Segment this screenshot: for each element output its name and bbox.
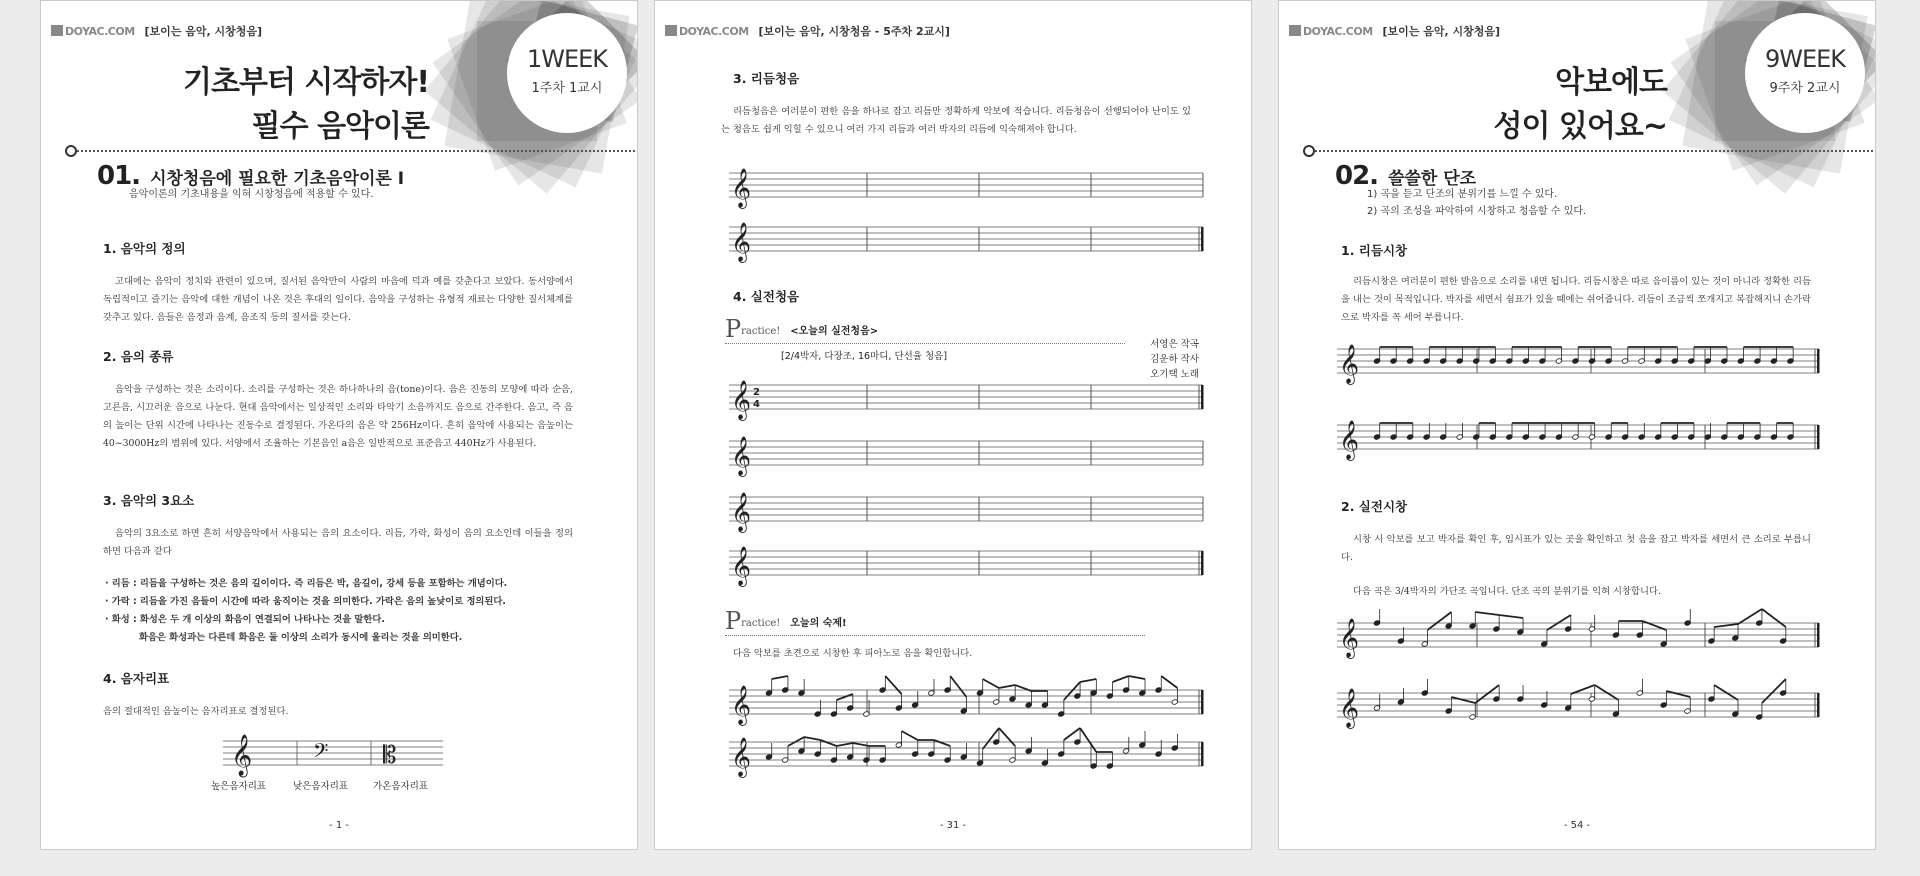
bullet-rhythm: · 리듬 : 리듬을 구성하는 것은 음의 길이이다. 즉 리듬은 박, 음길이, 강세 등을 포함하는 개념이다. (105, 578, 508, 589)
dictation-staff-1 (729, 380, 1205, 420)
dictation-staff-3 (729, 492, 1205, 532)
doyac-logo: DOYAC.COM (51, 25, 135, 38)
treble-clef-icon: 𝄞 (1339, 420, 1360, 460)
svg-text:2: 2 (753, 387, 760, 398)
paragraph-real-sight-singing-2: 다음 곡은 3/4박자의 가단조 곡입니다. 단조 곡의 분위기를 익혀 시창합니다. (1353, 586, 1661, 597)
rhythm-staff-2 (1337, 419, 1821, 460)
sight-singing-staff-2 (1337, 687, 1821, 728)
treble-clef-icon: 𝄞 (731, 492, 752, 532)
practice-label-1: Practice! <오늘의 실전청음> (725, 315, 879, 343)
heading-real-sight-singing: 2. 실전시창 (1341, 499, 1408, 514)
sight-singing-staff-1 (1337, 617, 1821, 658)
treble-clef-icon: 𝄞 (731, 737, 752, 777)
treble-clef-icon: 𝄞 (731, 222, 752, 262)
section-heading: 01. 시창청음에 필요한 기초음악이론 I (97, 161, 405, 191)
page-31 (654, 0, 1252, 850)
page-54 (1278, 0, 1876, 850)
svg-text:4: 4 (753, 399, 760, 410)
week-number: 9WEEK (1764, 45, 1846, 73)
paragraph-homework: 다음 악보를 초견으로 시창한 후 피아노로 음을 확인합니다. (733, 648, 973, 659)
heading-tone-types: 2. 음의 종류 (103, 349, 174, 364)
paragraph-rhythm-dictation: 리듬청음은 여러분이 편한 음을 하나로 잡고 리듬만 정확하게 악보에 적습니다. 리듬청음이 선행되어야 난이도 있는 청음도 쉽게 익힐 수 있으니 여러 가지 리듬과 여러 박자의 리듬에 익숙해져야 합니다. (721, 106, 1191, 135)
clef-staff (223, 729, 445, 775)
page-1 (40, 0, 638, 850)
treble-clef-icon: 𝄞 (731, 546, 752, 586)
page-header (1289, 23, 1500, 39)
rhythm-staff-1 (1337, 343, 1821, 384)
blank-staff-1 (729, 168, 1205, 208)
treble-clef-icon: 𝄞 (731, 168, 752, 208)
page-number: - 54 - (1563, 820, 1591, 831)
page-number: - 1 - (329, 820, 349, 831)
bass-clef-icon: 𝄢 (313, 739, 329, 767)
clef-label-alto: 가온음자리표 (373, 781, 429, 792)
practice-divider-1 (725, 343, 1125, 344)
doyac-logo: DOYAC.COM (1289, 25, 1373, 38)
heading-definition: 1. 음악의 정의 (103, 241, 186, 256)
paragraph-rhythm-sight-singing: 리듬시창은 여러분이 편한 발음으로 소리를 내면 됩니다. 리듬시창은 따로 음이름이 있는 것이 아니라 정확한 리듬을 내는 것이 목적입니다. 박자를 세면서 쉼표가 있을 때에는 쉬어줍니다. 리듬이 조금씩 쪼개지고 복잡해지니 손가락으로 박자를 꼭 세어 부릅니다. (1341, 276, 1811, 323)
clef-label-bass: 낮은음자리표 (293, 781, 349, 792)
paragraph-real-sight-singing-1: 시창 시 악보를 보고 박자를 확인 후, 임시표가 있는 곳을 확인하고 첫 음을 잡고 박자를 세면서 큰 소리로 부릅니다. (1341, 534, 1811, 563)
section-objectives: 1) 곡을 듣고 단조의 분위기를 느낄 수 있다. 2) 곡의 조성을 파악하여 시창하고 청음할 수 있다. (1367, 189, 1587, 217)
melody-staff-1 (729, 685, 1205, 725)
week-lesson: 9주차 2교시 (1769, 81, 1841, 96)
page-header (51, 23, 262, 39)
treble-clef-icon: 𝄞 (731, 380, 752, 420)
header-subtitle: [보이는 음악, 시창청음 - 5주차 2교시] (758, 25, 950, 38)
week-badge (507, 13, 627, 133)
paragraph-clefs: 음의 절대적인 음높이는 음자리표로 결정된다. (103, 706, 289, 717)
heading-rhythm-dictation: 3. 리듬청음 (733, 71, 800, 86)
heading-three-elements: 3. 음악의 3요소 (103, 493, 195, 508)
week-number: 1WEEK (526, 45, 608, 73)
page-number: - 31 - (939, 820, 967, 831)
practice-divider-2 (725, 635, 1145, 636)
week-lesson: 1주차 1교시 (531, 81, 603, 96)
practice-label-2: Practice! 오늘의 숙제! (725, 607, 847, 635)
section-heading: 02. 쓸쓸한 단조 (1335, 161, 1477, 191)
clef-label-treble: 높은음자리표 (211, 781, 267, 792)
bullet-harmony: · 화성 : 화성은 두 개 이상의 화음이 연결되어 나타나는 것을 말한다. (105, 614, 385, 625)
treble-clef-icon: 𝄞 (731, 685, 752, 725)
bullet-melody: · 가락 : 리듬을 가진 음들이 시간에 따라 움직이는 것을 의미한다. 가락은 음의 높낮이로 정의된다. (105, 596, 506, 607)
heading-real-dictation: 4. 실전청음 (733, 289, 800, 304)
heading-rhythm-sight-singing: 1. 리듬시창 (1341, 243, 1408, 258)
page-title: 악보에도 성이 있어요~ (1493, 65, 1667, 144)
page-title: 기초부터 시작하자! 필수 음악이론 (183, 65, 429, 144)
dictation-staff-4 (729, 546, 1205, 586)
paragraph-definition: 고대에는 음악이 정치와 관련이 있으며, 질서된 음악만이 사람의 마음에 덕과 예를 갖춘다고 보았다. 동서양에서 독립적이고 즐기는 음악에 대한 개념이 나온 것은 후대의 일이다. 음악을 구성하는 유형적 재료는 다양한 질서체계를 갖추고 있다. 음들은 음정과 음계, 음조직 등의 질서를 갖는다. (103, 276, 573, 323)
doyac-logo: DOYAC.COM (665, 25, 749, 38)
treble-clef-icon: 𝄞 (1339, 618, 1360, 658)
paragraph-three-elements: 음악의 3요소로 하면 흔히 서양음악에서 사용되는 음의 요소이다. 리듬, 가락, 화성이 음의 요소인데 이들을 정의하면 다음과 같다 (103, 528, 573, 557)
week-badge (1745, 13, 1865, 133)
title-divider (1315, 150, 1873, 152)
heading-clefs: 4. 음자리표 (103, 671, 170, 686)
treble-clef-icon: 𝄞 (1339, 344, 1360, 384)
song-credits: 서영은 작곡 김운하 작사 오기택 노래 (1150, 339, 1199, 380)
melody-staff-2 (729, 737, 1205, 777)
title-divider (77, 150, 635, 152)
page-header (665, 23, 950, 39)
alto-clef-icon: 𝄡 (383, 741, 397, 769)
header-subtitle: [보이는 음악, 시창청음] (1382, 25, 1501, 38)
blank-staff-2 (729, 222, 1205, 262)
treble-clef-icon: 𝄞 (731, 436, 752, 476)
treble-clef-icon: 𝄞 (1339, 688, 1360, 728)
practice-info: [2/4박자, 다장조, 16마디, 단선율 청음] (781, 351, 948, 362)
dictation-staff-2 (729, 436, 1205, 476)
paragraph-tone-types: 음악을 구성하는 것은 소리이다. 소리를 구성하는 것은 하나하나의 음(tone)이다. 음은 진동의 모양에 따라 순음, 고른음, 시끄러운 음으로 나눈다. 현대 음악에서는 일상적인 소리와 타악기 소음까지도 음으로 간주한다. 음고, 즉 음의 높이는 단위 시간에 나타나는 진동수로 결정된다. 가온다의 음은 약 256Hz이다. 흔히 음악에 사용되는 음높이는 40~3000Hz의 범위에 있다. 서양에서 조율하는 기본음인 a음은 일반적으로 표준음고 440Hz가 사용된다. (103, 384, 573, 449)
section-subtitle: 음악이론의 기초내용을 익혀 시창청음에 적용할 수 있다. (129, 189, 374, 200)
header-subtitle: [보이는 음악, 시창청음] (144, 25, 263, 38)
treble-clef-icon: 𝄞 (231, 735, 253, 776)
bullet-chord: 화음은 화성과는 다른데 화음은 둘 이상의 소리가 동시에 울리는 것을 의미한다. (139, 632, 463, 643)
